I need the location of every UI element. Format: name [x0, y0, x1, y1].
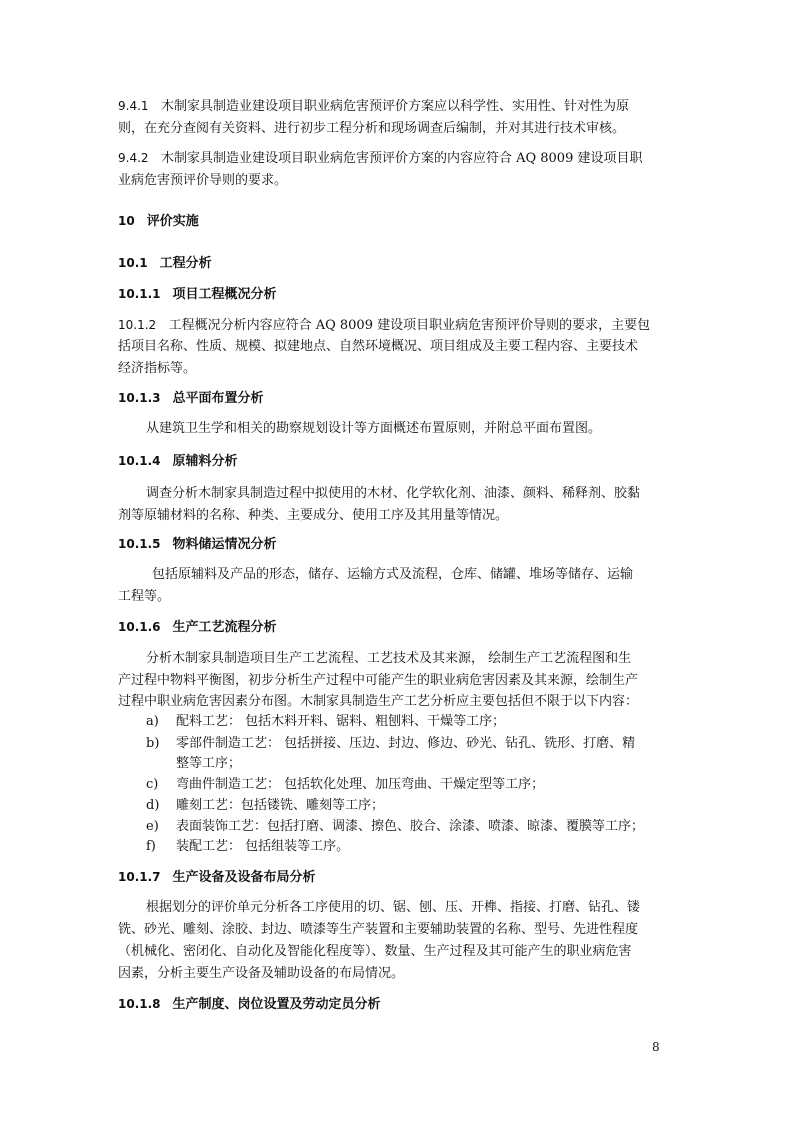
list-text: 整等工序；: [176, 756, 242, 771]
paragraph-10-1-5-line-2: [118, 589, 170, 605]
clause-text: 木制家具制造业建设项目职业病危害预评价方案的内容应符合 AQ 8009 建设项目职: [160, 151, 643, 166]
clause-9-4-2-line-2: [118, 173, 287, 189]
section-number: 10.1.1: [118, 287, 161, 301]
section-number: 10.1.4: [118, 454, 161, 468]
section-title: 生产制度、岗位设置及劳动定员分析: [172, 997, 381, 1012]
list-label: b): [146, 736, 160, 751]
list-label: a): [146, 714, 159, 729]
clause-text: 经济指标等。: [118, 361, 197, 376]
clause-text: 业病危害预评价导则的要求。: [118, 173, 288, 188]
paragraph-text: 剂等原辅材料的名称、种类、主要成分、使用工序及其用量等情况。: [118, 508, 509, 523]
clause-number: 10.1.2: [118, 318, 157, 332]
section-10-1-6-heading: [118, 619, 277, 636]
section-number: 10: [118, 214, 135, 228]
clause-10-1-2-line-3: [118, 361, 196, 377]
section-title: 生产工艺流程分析: [172, 620, 277, 635]
paragraph-10-1-4-line-2: [118, 508, 508, 524]
section-number: 10.1.5: [118, 537, 161, 551]
section-number: 10.1.8: [118, 997, 161, 1011]
section-title: 项目工程概况分析: [172, 287, 277, 302]
paragraph-10-1-7-line-3: [118, 944, 632, 960]
paragraph-10-1-5-line-1: [152, 567, 633, 583]
list-item-c: [146, 777, 544, 793]
paragraph-10-1-6-line-1: [146, 651, 631, 667]
paragraph-10-1-7-line-1: [146, 900, 640, 916]
section-number: 10.1.3: [118, 391, 161, 405]
paragraph-text: 产过程中物料平衡图，初步分析生产过程中可能产生的职业病危害因素及其来源，绘制生产: [118, 673, 639, 688]
section-10-1-4-heading: [118, 453, 238, 470]
clause-text: 括项目名称、性质、规模、拟建地点、自然环境概况、项目组成及主要工程内容、主要技术: [118, 339, 639, 354]
section-10-1-3-heading: [118, 390, 264, 407]
clause-text: 工程概况分析内容应符合 AQ 8009 建设项目职业病危害预评价导则的要求，主要包: [168, 318, 651, 333]
paragraph-text: （机械化、密闭化、自动化及智能化程度等）、数量、生产过程及其可能产生的职业病危害: [118, 944, 632, 959]
section-10-1-5-heading: [118, 536, 277, 553]
list-item-a: [146, 714, 505, 730]
clause-9-4-1-line-1: [118, 98, 629, 115]
clause-text: 木制家具制造业建设项目职业病危害预评价方案应以科学性、实用性、针对性为原: [160, 99, 629, 114]
paragraph-10-1-6-line-3: [118, 694, 638, 710]
list-text: 零部件制造工艺： 包括拼接、压边、封边、修边、砂光、钻孔、铣形、打磨、精: [176, 736, 636, 751]
list-item-b-continuation: [176, 756, 241, 772]
list-item-d: [146, 798, 384, 814]
section-title: 生产设备及设备布局分析: [172, 870, 316, 885]
clause-9-4-1-line-2: [118, 121, 625, 137]
section-10-1-7-heading: [118, 869, 316, 886]
paragraph-text: 根据划分的评价单元分析各工序使用的切、锯、刨、压、开榫、指接、打磨、钻孔、镂: [146, 900, 641, 915]
clause-number: 9.4.2: [118, 151, 149, 165]
section-10-1-1-heading: [118, 286, 277, 303]
section-title: 工程分析: [159, 256, 212, 271]
paragraph-text: 从建筑卫生学和相关的勘察规划设计等方面概述布置原则，并附总平面布置图。: [146, 421, 602, 436]
clause-text: 则，在充分查阅有关资料、进行初步工程分析和现场调查后编制，并对其进行技术审核。: [118, 121, 626, 136]
paragraph-text: 分析木制家具制造项目生产工艺流程、工艺技术及其来源， 绘制生产工艺流程图和生: [146, 651, 632, 666]
list-text: 弯曲件制造工艺： 包括软化处理、加压弯曲、干燥定型等工序；: [176, 777, 545, 792]
page-number: 8: [652, 1040, 660, 1054]
paragraph-10-1-6-line-2: [118, 673, 638, 689]
clause-9-4-2-line-1: [118, 150, 642, 167]
clause-number: 9.4.1: [118, 99, 149, 113]
section-title: 物料储运情况分析: [172, 537, 277, 552]
section-title: 总平面布置分析: [172, 391, 264, 406]
section-10-1-heading: [118, 255, 212, 272]
paragraph-10-1-7-line-2: [118, 922, 638, 938]
list-label: f): [146, 839, 156, 854]
paragraph-text: 铣、砂光、雕刻、涂胶、封边、喷漆等生产装置和主要辅助装置的名称、型号、先进性程度: [118, 922, 639, 937]
list-text: 表面装饰工艺：包括打磨、调漆、擦色、胶合、涂漆、喷漆、晾漆、覆膜等工序；: [176, 819, 645, 834]
section-number: 10.1: [118, 256, 148, 270]
list-item-f: [146, 839, 349, 855]
paragraph-text: 过程中职业病危害因素分布图。木制家具制造生产工艺分析应主要包括但不限于以下内容：: [118, 694, 639, 709]
paragraph-10-1-4-line-1: [146, 486, 640, 502]
section-number: 10.1.6: [118, 620, 161, 634]
paragraph-text: 工程等。: [118, 589, 171, 604]
list-label: c): [146, 777, 159, 792]
section-number: 10.1.7: [118, 870, 161, 884]
section-10-1-8-heading: [118, 996, 381, 1013]
clause-10-1-2-line-2: [118, 339, 638, 355]
paragraph-text: 因素，分析主要生产设备及辅助设备的布局情况。: [118, 966, 405, 981]
paragraph-10-1-3: [146, 421, 601, 437]
list-label: e): [146, 819, 159, 834]
paragraph-10-1-7-line-4: [118, 966, 404, 982]
list-text: 装配工艺： 包括组装等工序。: [176, 839, 350, 854]
paragraph-text: 包括原辅料及产品的形态，储存、运输方式及流程，仓库、储罐、堆场等储存、运输: [152, 567, 634, 582]
section-title: 评价实施: [146, 214, 199, 229]
list-label: d): [146, 798, 160, 813]
section-title: 原辅料分析: [172, 454, 238, 469]
list-item-e: [146, 819, 644, 835]
list-text: 雕刻工艺：包括镂铣、雕刻等工序；: [176, 798, 385, 813]
paragraph-text: 调查分析木制家具制造过程中拟使用的木材、化学软化剂、油漆、颜料、稀释剂、胶黏: [146, 486, 641, 501]
section-10-heading: [118, 213, 199, 230]
clause-10-1-2-line-1: [118, 317, 650, 334]
list-item-b: [146, 736, 635, 752]
list-text: 配料工艺： 包括木料开料、锯料、粗刨料、干燥等工序；: [176, 714, 506, 729]
